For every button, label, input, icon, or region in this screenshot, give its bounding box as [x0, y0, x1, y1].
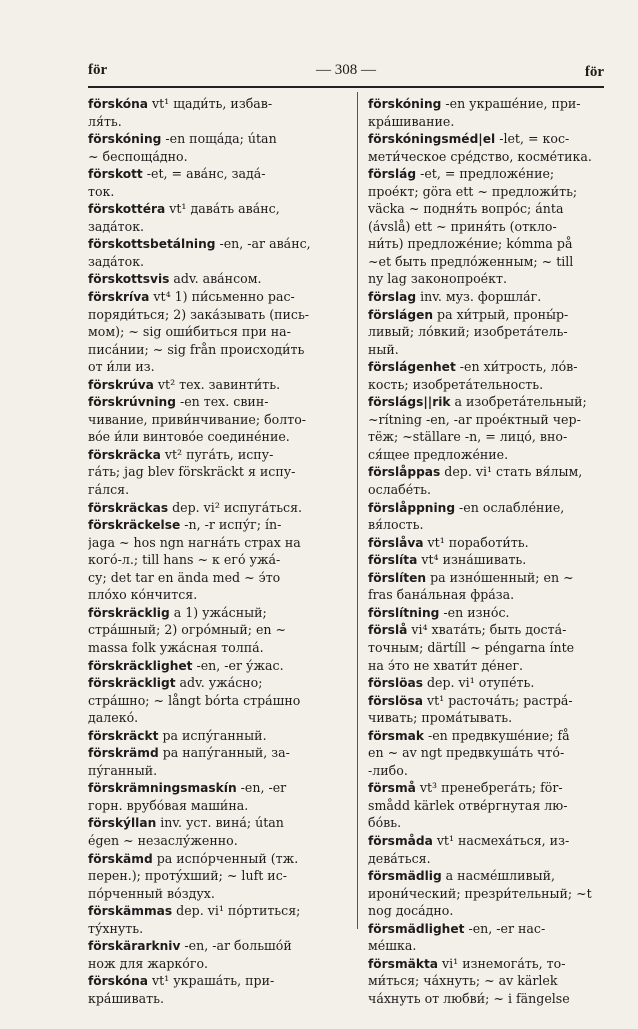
entry-line — [368, 306, 608, 324]
entry-text: тёж; ~ställare -n, = лицо́, вно- — [368, 429, 568, 445]
headword: förslåppning — [368, 500, 456, 515]
headword: förskott — [88, 167, 143, 182]
entry-line — [368, 446, 608, 464]
entry-line — [368, 376, 608, 394]
entry-line — [368, 902, 608, 920]
entry-text: vt¹ щади́ть, избав- — [148, 96, 273, 111]
entry-line — [88, 183, 333, 201]
entry-line — [368, 657, 608, 675]
entry-text: -en тех. свин- — [175, 394, 269, 410]
column-divider — [357, 92, 358, 929]
entry-text: во́е и́ли винтово́е соедине́ние. — [88, 429, 290, 445]
entry-line — [88, 463, 333, 481]
page-number: — 308 — — [316, 62, 376, 78]
entry-line — [368, 253, 608, 271]
entry-line — [88, 920, 333, 938]
entry-text: dep. vi¹ стать вя́лым, — [440, 464, 583, 480]
entry-line — [368, 165, 608, 183]
entry-line — [88, 727, 333, 745]
entry-line — [368, 569, 608, 587]
entry-line — [88, 534, 333, 552]
entry-line — [88, 113, 333, 131]
entry-text: ливый; ло́вкий; изобрета́тель- — [368, 324, 568, 340]
headword: förslöas — [368, 676, 423, 691]
headword: försmädlig — [368, 869, 442, 884]
entry-line — [88, 551, 333, 569]
entry-line — [368, 867, 608, 885]
entry-text: вя́лость. — [368, 517, 424, 533]
entry-text: чивание, приви́нчивание; болто- — [88, 411, 307, 427]
entry-text: -en, -ar ава́нс, — [215, 236, 311, 252]
headword: förskräcklighet — [88, 658, 193, 673]
headword: förskräckas — [88, 500, 169, 515]
entry-line — [368, 709, 608, 727]
entry-text: dep. vi¹ по́ртиться; — [172, 903, 301, 919]
entry-line — [368, 358, 608, 376]
left-column — [88, 95, 333, 1007]
headword: förskräckelse — [88, 518, 181, 533]
entry-line — [88, 902, 333, 920]
entry-text: pa испу́ганный. — [158, 727, 267, 743]
entry-line — [368, 341, 608, 359]
entry-line — [88, 657, 333, 675]
entry-text: vt² тех. завинти́ть. — [153, 376, 281, 392]
entry-text: писа́нии; ~ sig från происходи́ть — [88, 341, 305, 357]
entry-line — [368, 937, 608, 955]
entry-line — [88, 95, 333, 113]
headword: förslág — [368, 167, 417, 182]
entry-text: ни́ть) предложе́ние; kómma på — [368, 236, 573, 252]
entry-text: ля́ть. — [88, 113, 122, 129]
headword: förskóna — [88, 974, 148, 989]
entry-line — [368, 814, 608, 832]
headword: förskrúva — [88, 377, 154, 392]
entry-text: pa хи́трый, проны́р- — [433, 306, 569, 322]
entry-text: -en, -er у́жас. — [192, 657, 284, 673]
entry-text: ный. — [368, 341, 399, 357]
entry-line — [368, 148, 608, 166]
headword: förskýllan — [88, 816, 157, 831]
entry-text: ny lag законопрое́кт. — [368, 271, 507, 287]
entry-text: a 1) ужа́сный; — [169, 604, 267, 620]
entry-line — [88, 446, 333, 464]
headword: försmak — [368, 728, 424, 743]
entry-line — [368, 797, 608, 815]
entry-text: adv. ава́нсом. — [169, 271, 262, 287]
entry-text: fras бана́льная фра́за. — [368, 587, 515, 603]
headword: förskräcklig — [88, 605, 170, 620]
entry-line — [88, 341, 333, 359]
entry-line — [368, 990, 608, 1008]
entry-line — [368, 200, 608, 218]
entry-line — [368, 463, 608, 481]
headword: förslåva — [368, 535, 424, 550]
entry-text: га́ть; jag blev förskräckt я испу- — [88, 464, 296, 480]
entry-line — [368, 604, 608, 622]
entry-line — [88, 850, 333, 868]
entry-text: горн. врубо́вая маши́на. — [88, 797, 249, 813]
entry-text: vi⁴ хвата́ть; быть доста́- — [407, 622, 567, 638]
running-header — [88, 62, 604, 82]
headword: förslösa — [368, 693, 423, 708]
entry-line — [368, 779, 608, 797]
headword: förskrämd — [88, 746, 159, 761]
entry-line — [88, 393, 333, 411]
entry-line — [88, 972, 333, 990]
entry-line — [88, 288, 333, 306]
entry-line — [368, 534, 608, 552]
entry-text: dep. vi¹ отупе́ть. — [422, 675, 535, 691]
entry-text: ток. — [88, 183, 115, 199]
entry-text: зада́ток. — [88, 253, 145, 269]
entry-line — [88, 411, 333, 429]
headword: förskóning — [88, 132, 162, 147]
entry-text: jaga ~ hos ngn нагна́ть страх на — [88, 534, 301, 550]
entry-text: -либо. — [368, 762, 408, 778]
entry-text: ~rítning -en, -ar прое́ктный чер- — [368, 411, 581, 427]
entry-line — [368, 411, 608, 429]
entry-line — [368, 639, 608, 657]
entry-line — [88, 832, 333, 850]
entry-text: ~ беспоща́дно. — [88, 148, 188, 164]
entry-text: adv. ужа́сно; — [175, 675, 263, 691]
entry-text: vt¹ насмеха́ться, из- — [432, 832, 570, 848]
entry-line — [88, 867, 333, 885]
entry-line — [88, 990, 333, 1008]
entry-text: pa изно́шенный; en ~ — [426, 569, 574, 585]
headword: förskóna — [88, 97, 148, 111]
entry-text: -en ослабле́ние, — [455, 499, 565, 515]
entry-text: стра́шно; ~ långt bórta стра́шно — [88, 692, 301, 708]
entry-text: по́рченный во́здух. — [88, 885, 215, 901]
headword: förslágen — [368, 307, 434, 322]
entry-text: нож для жарко́го. — [88, 955, 209, 971]
entry-line — [88, 358, 333, 376]
entry-text: от и́ли из. — [88, 359, 155, 375]
entry-line — [368, 516, 608, 534]
entry-line — [88, 218, 333, 236]
entry-text: ся́щее предложе́ние. — [368, 446, 509, 462]
entry-line — [88, 955, 333, 973]
entry-text: -let, = кос- — [495, 131, 570, 147]
entry-line — [368, 95, 608, 113]
entry-text: vt¹ расточа́ть; растра́- — [422, 692, 573, 708]
entry-line — [368, 428, 608, 446]
entry-line — [88, 762, 333, 780]
entry-line — [88, 674, 333, 692]
entry-line — [88, 516, 333, 534]
entry-text: кра́шивать. — [88, 990, 164, 1006]
headword: förslágenhet — [368, 360, 456, 375]
entry-text: ослабе́ть. — [368, 482, 432, 498]
entry-line — [88, 148, 333, 166]
entry-text: vt⁴ изна́шивать. — [417, 552, 527, 568]
entry-text: en ~ av ngt предвкуша́ть что́- — [368, 745, 565, 761]
entry-text: -en изно́с. — [439, 604, 510, 620]
entry-line — [88, 709, 333, 727]
entry-text: smådd kärlek отве́ргнутая лю- — [368, 797, 568, 813]
entry-line — [368, 744, 608, 762]
entry-line — [368, 113, 608, 131]
entry-text: vt² пуга́ть, испу- — [160, 446, 274, 462]
entry-line — [88, 639, 333, 657]
entry-text: -en, -er нас- — [464, 920, 546, 936]
entry-line — [88, 744, 333, 762]
entry-line — [88, 621, 333, 639]
entry-text: inv. уст. вина́; útan — [156, 815, 284, 831]
headword: förslíten — [368, 570, 427, 585]
entry-line — [88, 270, 333, 288]
headword: försmå — [368, 781, 416, 796]
entry-text: прое́кт; göra ett ~ предложи́ть; — [368, 183, 578, 199]
entry-text: nog доса́дно. — [368, 903, 454, 919]
entry-text: -n, -r испу́г; ín- — [180, 517, 282, 533]
entry-line — [368, 323, 608, 341]
headword: förskärarkniv — [88, 939, 181, 954]
entry-line — [368, 586, 608, 604]
headword: förslåppas — [368, 465, 441, 480]
entry-text: зада́ток. — [88, 218, 145, 234]
entry-text: vi¹ изнемога́ть, то- — [438, 955, 566, 971]
entry-text: väcka ~ подня́ть вопро́с; ánta — [368, 201, 564, 217]
header-guide-word-left: för — [88, 62, 108, 78]
entry-line — [88, 200, 333, 218]
entry-line — [88, 253, 333, 271]
headword: försmädlighet — [368, 921, 465, 936]
headword: förskräcka — [88, 447, 161, 462]
entry-line — [88, 481, 333, 499]
entry-line — [368, 972, 608, 990]
entry-line — [88, 586, 333, 604]
headword: förskämd — [88, 851, 153, 866]
entry-text: a изобрета́тельный; — [450, 394, 587, 410]
headword: förskrämningsmaskín — [88, 781, 237, 796]
entry-line — [368, 235, 608, 253]
entry-text: су; det tar en ända med ~ э́то — [88, 569, 281, 585]
entry-line — [88, 323, 333, 341]
entry-text: ~et быть предло́женным; ~ till — [368, 253, 574, 269]
entry-text: vt¹ украша́ть, при- — [148, 973, 275, 989]
entry-text: -et, = ава́нс, зада́- — [142, 166, 266, 182]
entry-text: a насме́шливый, — [441, 868, 556, 884]
entry-line — [368, 727, 608, 745]
entry-line — [368, 481, 608, 499]
entry-line — [368, 551, 608, 569]
entry-line — [88, 306, 333, 324]
entry-line — [88, 885, 333, 903]
entry-text: перен.); протýхший; ~ luft ис- — [88, 868, 288, 884]
entry-line — [368, 674, 608, 692]
headword: förskämmas — [88, 904, 173, 919]
headword: förskóning — [368, 97, 442, 111]
entry-line — [88, 937, 333, 955]
entry-text: на э́то не хвати́т де́нег. — [368, 657, 524, 673]
headword: försmåda — [368, 833, 433, 848]
entry-text: ме́шка. — [368, 938, 417, 954]
entry-line — [368, 920, 608, 938]
entry-text: (ávslå) ett ~ приня́ть (откло- — [368, 218, 557, 234]
entry-text: стра́шный; 2) огро́мный; en ~ — [88, 622, 287, 638]
entry-text: inv. муз. форшла́г. — [416, 289, 542, 305]
headword: förslítning — [368, 605, 440, 620]
entry-line — [88, 130, 333, 148]
entry-text: чивать; прома́тывать. — [368, 710, 513, 726]
entry-line — [368, 499, 608, 517]
headword: förslag — [368, 290, 417, 305]
headword: förslíta — [368, 553, 418, 568]
entry-text: pa напу́ганный, за- — [158, 745, 290, 761]
entry-text: пу́ганный. — [88, 762, 158, 778]
header-guide-word-right: för — [584, 64, 604, 80]
headword: förskräckt — [88, 728, 159, 743]
entry-line — [368, 393, 608, 411]
entry-line — [368, 692, 608, 710]
entry-text: -en хи́трость, ло́в- — [455, 359, 578, 375]
entry-text: бо́вь. — [368, 815, 402, 831]
entry-line — [368, 885, 608, 903]
entry-text: мом); ~ sig оши́биться при на- — [88, 324, 291, 340]
entry-line — [368, 288, 608, 306]
entry-text: пло́хо ко́нчится. — [88, 587, 198, 603]
header-rule — [88, 86, 604, 88]
entry-text: ту́хнуть. — [88, 920, 144, 936]
entry-text: кость; изобрета́тельность. — [368, 376, 544, 392]
headword: försmäkta — [368, 956, 439, 971]
entry-text: ми́ться; ча́хнуть; ~ av kärlek — [368, 973, 558, 989]
entry-line — [368, 955, 608, 973]
entry-text: ча́хнуть от любви́; ~ i fängelse — [368, 990, 570, 1006]
entry-line — [88, 499, 333, 517]
entry-line — [88, 814, 333, 832]
entry-text: -en украше́ние, при- — [441, 96, 581, 111]
entry-line — [88, 604, 333, 622]
entry-text: га́лся. — [88, 482, 130, 498]
entry-text: -en предвкуше́ние; få — [423, 727, 570, 743]
entry-line — [88, 165, 333, 183]
entry-text: -en поща́да; útan — [161, 131, 277, 147]
entry-text: vt¹ поработи́ть. — [423, 534, 529, 550]
headword: förslå — [368, 623, 408, 638]
entry-line — [88, 376, 333, 394]
entry-text: pa испо́рченный (тж. — [152, 850, 299, 866]
entry-text: мети́ческое сре́дство, косме́тика. — [368, 148, 592, 164]
entry-text: далеко́. — [88, 710, 139, 726]
entry-line — [88, 797, 333, 815]
headword: förskottsbetálning — [88, 237, 216, 252]
entry-line — [368, 218, 608, 236]
entry-line — [368, 832, 608, 850]
entry-text: massa folk ужа́сная толпа́. — [88, 639, 264, 655]
entry-line — [368, 130, 608, 148]
entry-line — [88, 692, 333, 710]
entry-line — [368, 270, 608, 288]
entry-text: vt¹ дава́ть ава́нс, — [165, 201, 280, 217]
entry-text: точным; därtíll ~ péngarna ínte — [368, 639, 575, 655]
headword: förskóningsméd|el — [368, 132, 496, 147]
entry-text: vt⁴ 1) пи́сьменно рас- — [149, 289, 295, 305]
headword: förskottéra — [88, 202, 166, 217]
entry-text: -en, -ar большо́й — [180, 938, 292, 954]
entry-line — [368, 621, 608, 639]
entry-text: égen ~ незаслу́женно. — [88, 832, 238, 848]
entry-line — [368, 183, 608, 201]
entry-text: vt³ пренебрега́ть; för- — [415, 780, 563, 796]
entry-text: -en, -er — [236, 780, 287, 796]
right-column — [368, 95, 608, 1007]
headword: förskräckligt — [88, 676, 176, 691]
entry-text: dep. vi² испуга́ться. — [168, 499, 303, 515]
entry-text: кого́-л.; till hans ~ к его́ ужа́- — [88, 552, 281, 568]
entry-text: -et, = предложе́ние; — [416, 166, 555, 182]
headword: förskrúvning — [88, 395, 176, 410]
entry-line — [368, 762, 608, 780]
entry-line — [88, 569, 333, 587]
entry-line — [88, 235, 333, 253]
entry-text: дева́ться. — [368, 850, 431, 866]
entry-text: кра́шивание. — [368, 113, 455, 129]
entry-text: ирони́ческий; презри́тельный; ~t — [368, 885, 592, 901]
headword: förslágs||rik — [368, 395, 451, 410]
entry-line — [368, 850, 608, 868]
entry-line — [88, 779, 333, 797]
entry-text: поряди́ться; 2) зака́зывать (пись- — [88, 306, 310, 322]
headword: förskríva — [88, 290, 150, 305]
entry-line — [88, 428, 333, 446]
headword: förskottsvis — [88, 272, 170, 287]
